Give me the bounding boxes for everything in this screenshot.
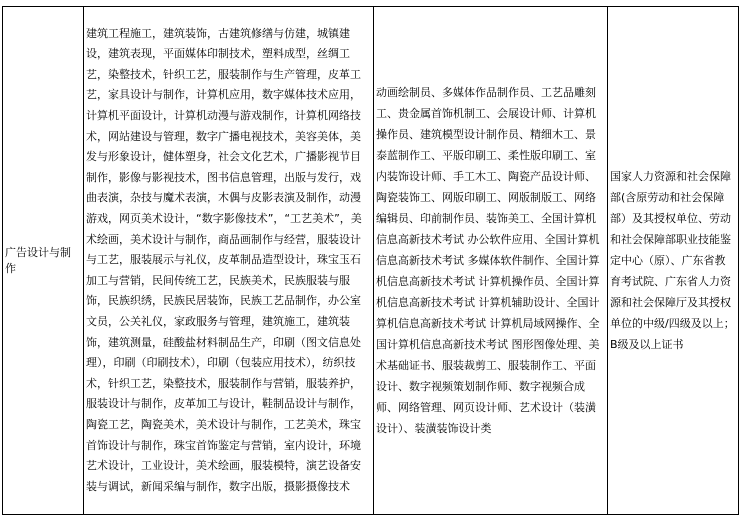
related-majors-cell: 建筑工程施工，建筑装饰，古建筑修缮与仿建，城镇建设，建筑表现，平面媒体印制技术，塑料成型，丝绸工艺，染整技术，针织工艺，服装制作与生产管理，皮革工艺，家具设计与制作，计算机应用，数字媒体技术应用，计算机平面设计，计算机动漫与游戏制作，计算机网络技术，网站建设与管理，数字广播电视技术，美容美体，美发与形象设计，健体塑身，社会文化艺术，广播影视节目制作，影像与影视技术，图书信息管理，出版与发行，戏曲表演，杂技与魔术表演，木偶与皮影表演及制作，动漫游戏，网页美术设计，“数字影像技术”，“工艺美术”，美术绘画，美术设计与制作，商品画制作与经营，服装设计与工艺，服装展示与礼仪，皮革制品造型设计，珠宝玉石加工与营销，民间传统工艺，民族美术，民族服装与服饰，民族织绣，民族民居装饰，民族工艺品制作，办公室文员，公关礼仪，家政服务与管理，建筑施工，建筑装饰，建筑测量，硅酸盐材料制品生产，印刷（图文信息处理），印刷（印刷技术），印刷（包装应用技术），纺织技术，针织工艺，染整技术，服装制作与营销，服装养护，服装设计与制作，皮革加工与设计，鞋制品设计与制作，陶瓷工艺，陶瓷美术，美术设计与制作，工艺美术，珠宝首饰设计与制作，珠宝首饰鉴定与营销，室内设计，环境艺术设计，工业设计，美术绘画，服装模特，演艺设备安装与调试，新闻采编与制作，数字出版，摄影摄像技术 <box>84 7 374 515</box>
table-row <box>3 7 739 515</box>
certificates-cell: 动画绘制员、多媒体作品制作员、工艺品雕刻工、贵金属首饰机制工、会展设计师、计算机操作员、建筑模型设计制作员、精细木工、景泰蓝制作工、平版印刷工、柔性版印刷工、室内装饰设计师、手工木工、陶瓷产品设计师、陶瓷装饰工、网版印刷工、网版制版工、网络编辑员、印前制作员、装饰美工、全国计算机信息高新技术考试 办公软件应用、全国计算机信息高新技术考试 多媒体软件制作、全国计算机信息高新技术考试 计算机操作员、全国计算机信息高新技术考试 计算机辅助设计、全国计算机信息高新技术考试 计算机局域网操作、全国计算机信息高新技术考试 图形图像处理、美术基础证书、服装裁剪工、服装制作工、平面设计、数字视频策划制作师、数字视频合成师、网络管理、网页设计师、艺术设计（装潢设计）、装潢装饰设计类 <box>374 7 608 515</box>
issuing-departments-cell: 国家人力资源和社会保障部(含原劳动和社会保障部）及其授权单位、劳动和社会保障部职业技能鉴定中心（原）、广东省教育考试院、广东省人力资源和社会保障厅及其授权单位的中级/四级及以上；B级及以上证书 <box>608 7 739 515</box>
major-name-cell: 广告设计与制作 <box>3 7 84 515</box>
requirements-table <box>2 0 739 515</box>
